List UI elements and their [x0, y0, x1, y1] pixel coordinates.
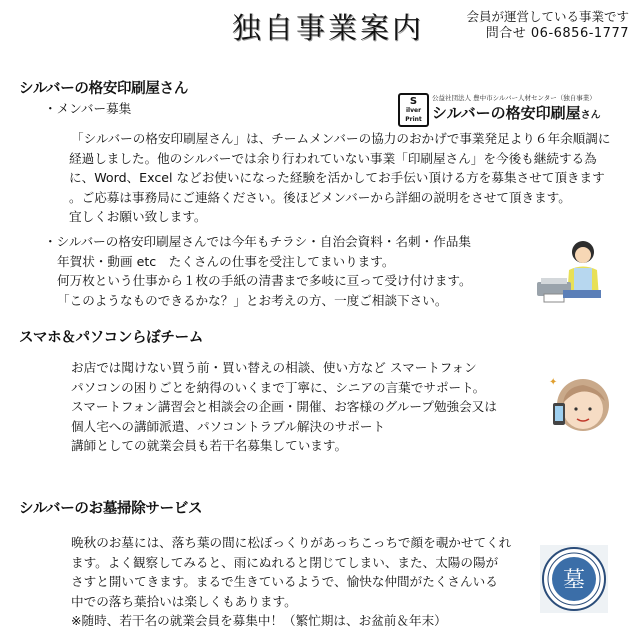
emblem-char: 墓 — [562, 568, 586, 593]
page-title: 独自事業案内 — [232, 11, 425, 45]
grave-service-emblem-icon — [540, 545, 608, 613]
section-heading-printing: シルバーの格安印刷屋さん — [19, 81, 189, 97]
contact-info — [466, 8, 629, 42]
section-heading-smartphone: スマホ＆パソコンらぼチーム — [19, 330, 204, 346]
section-heading-grave-cleaning: シルバーのお墓掃除サービス — [19, 501, 203, 517]
svg-text:✦: ✦ — [549, 377, 558, 388]
member-recruit-label: ・メンバー募集 — [44, 101, 132, 116]
grave-paragraph: 晩秋のお墓には、落ち葉の間に松ぼっくりがあっちこっちで顔を覗かせてくれ ます。よく観察してみると、雨にぬれると閉じてしまい、また、太陽の陽が さすと開いてきます。まるで生きているようで、愉快な仲間がたくさんいる 中での落ち葉拾いは楽しくもあります。 ※随時、若干名の就業会員を募集中！（繁忙期は、お盆前＆年末） — [71, 535, 512, 629]
smartphone-paragraph: お店では聞けない買う前・買い替えの相談、使い方など スマートフォン パソコンの困りごとを納得のいくまで丁寧に、シニアの言葉でサポート。 スマートフォン講習会と相談会の企画・開催、お客様のグループ勉強会又は 個人宅への講師派遣、パソコントラブル解決のサポート 講師としての就業会員も若干名募集しています。 — [71, 360, 497, 454]
logo-org: 公益社団法人 豊中市シルバー人材センター（独自事業） — [432, 94, 596, 102]
printer-woman-illustration-icon — [533, 236, 613, 316]
contact-note: 会員が運営している事業です — [466, 9, 629, 24]
phone-woman-illustration-icon — [547, 373, 611, 441]
printing-logo — [398, 93, 601, 125]
contact-phone: 問合せ 06-6856-1777 — [485, 26, 629, 41]
logo-name: シルバーの格安印刷屋さん — [432, 104, 601, 122]
services-paragraph: ・シルバーの格安印刷屋さんでは今年もチラシ・自治会資料・名刺・作品集 年賀状・動画 etc たくさんの仕事を受注してまいります。 何万枚という仕事から１枚の手紙の清書まで多岐に亘って受け付けます。 「このようなものできるかな？」とお考えの方、一度ご相談下さい。 — [44, 234, 472, 308]
recruit-paragraph: 「シルバーの格安印刷屋さん」は、チームメンバーの協力のおかげで事業発足より６年余順調に 経過しました。他のシルバーでは余り行われていない事業「印刷屋さん」を今後も継続する為 に、Word、Excel などお使いになった経験を活かしてお手伝い頂ける方を募集させて頂きます 。ご応募は事務局にご連絡ください。後ほどメンバーから詳細の説明をさせて頂きます。 宜しくお願い致します。 — [69, 131, 611, 225]
silver-print-logo-icon: S ilver Print — [398, 93, 429, 127]
